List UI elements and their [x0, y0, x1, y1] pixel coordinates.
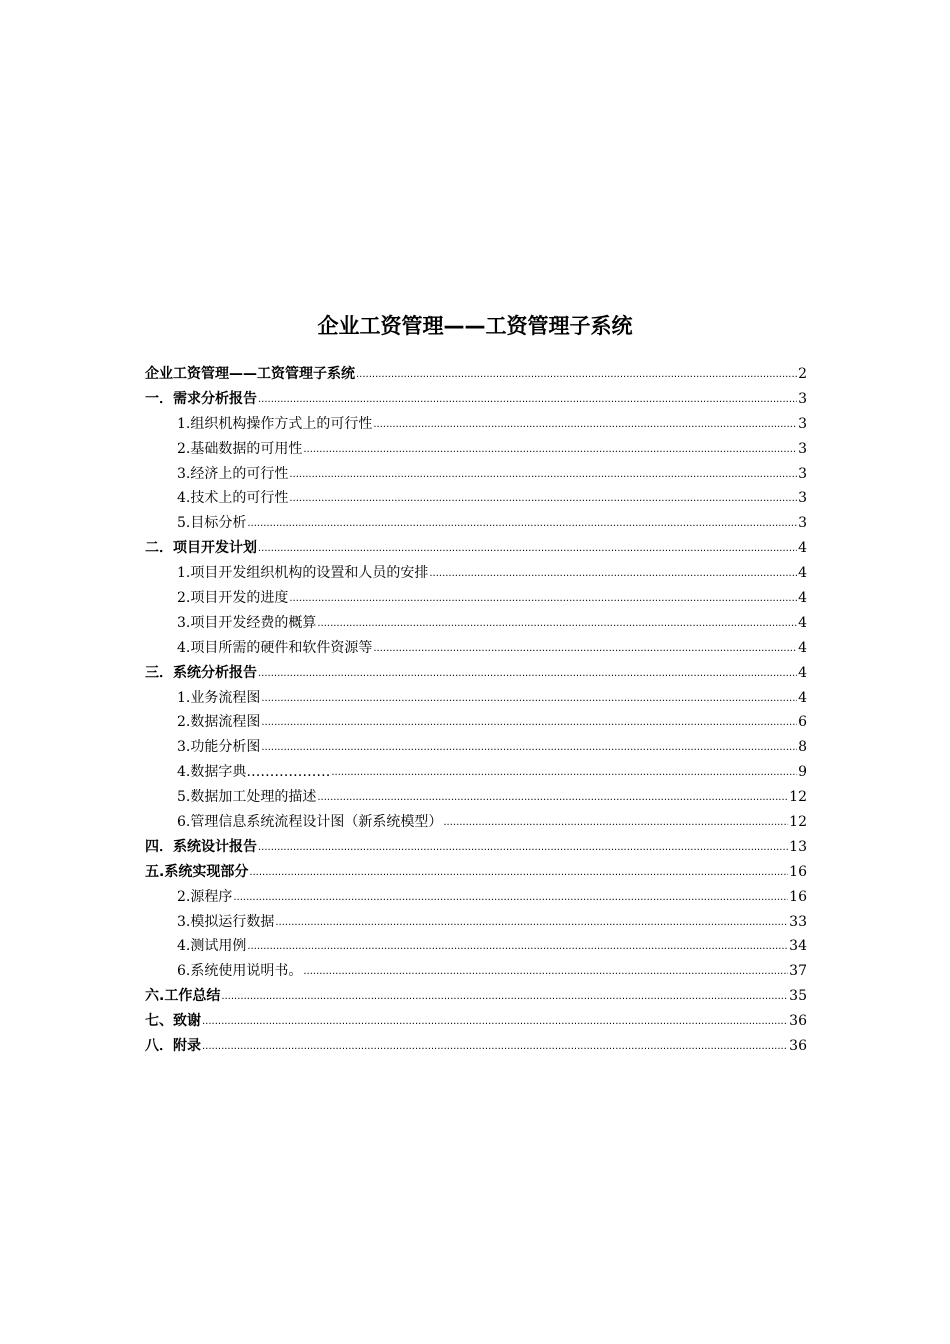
toc-entry-label: 3.模拟运行数据: [177, 913, 275, 930]
toc-entry-page-number: 4: [798, 614, 807, 631]
toc-entry-page-number: 12: [789, 814, 807, 831]
toc-entry-page-number: 3: [798, 440, 807, 457]
toc-entry-label: 1.业务流程图: [177, 689, 261, 706]
toc-entry[interactable]: [145, 934, 807, 959]
toc-entry[interactable]: [145, 536, 807, 561]
toc-entry-label: 4.数据字典………………: [177, 764, 331, 781]
toc-entry-page-number: 9: [798, 764, 807, 781]
toc-entry-label: 2.数据流程图: [177, 714, 261, 731]
toc-entry-page-number: 34: [789, 938, 807, 955]
toc-entry-label: 2.项目开发的进度: [177, 590, 289, 607]
toc-entry-label: 四．系统设计报告: [145, 838, 257, 855]
toc-dot-leader: [261, 736, 797, 761]
toc-entry-page-number: 12: [789, 789, 807, 806]
toc-entry-label: 八．附录: [145, 1038, 201, 1055]
toc-entry-page-number: 16: [789, 888, 807, 905]
toc-dot-leader: [331, 761, 797, 786]
toc-entry-label: 一．需求分析报告: [145, 390, 257, 407]
toc-entry-label: 4.项目所需的硬件和软件资源等: [177, 639, 373, 656]
toc-entry[interactable]: [145, 735, 807, 760]
toc-entry-page-number: 4: [798, 565, 807, 582]
toc-entry[interactable]: [145, 1009, 807, 1034]
toc-entry-page-number: 4: [798, 540, 807, 557]
toc-entry[interactable]: [145, 511, 807, 536]
toc-entry-label: 2.基础数据的可用性: [177, 440, 303, 457]
toc-dot-leader: [258, 388, 797, 413]
toc-dot-leader: [289, 587, 797, 612]
toc-entry-page-number: 36: [789, 1013, 807, 1030]
toc-entry[interactable]: [145, 462, 807, 487]
toc-entry-label: 二．项目开发计划: [145, 540, 257, 557]
toc-entry-label: 4.测试用例: [177, 938, 247, 955]
toc-entry[interactable]: [145, 760, 807, 785]
toc-entry-label: 6.系统使用说明书。: [177, 963, 303, 980]
toc-entry[interactable]: [145, 636, 807, 661]
toc-entry[interactable]: [145, 486, 807, 511]
toc-entry[interactable]: [145, 412, 807, 437]
toc-entry-page-number: 3: [798, 415, 807, 432]
toc-dot-leader: [233, 886, 788, 911]
toc-entry-label: 5.数据加工处理的描述: [177, 789, 317, 806]
toc-dot-leader: [373, 637, 797, 662]
toc-dot-leader: [373, 413, 797, 438]
toc-entry-label: 2.源程序: [177, 888, 233, 905]
toc-entry-label: 5.目标分析: [177, 515, 247, 532]
table-of-contents: [145, 362, 807, 1059]
toc-entry-page-number: 37: [789, 963, 807, 980]
toc-entry[interactable]: [145, 860, 807, 885]
toc-entry[interactable]: [145, 984, 807, 1009]
toc-entry-page-number: 4: [798, 689, 807, 706]
toc-entry[interactable]: [145, 586, 807, 611]
toc-entry-page-number: 36: [789, 1038, 807, 1055]
toc-entry-label: 3.项目开发经费的概算: [177, 614, 317, 631]
toc-entry[interactable]: [145, 686, 807, 711]
toc-dot-leader: [202, 1010, 788, 1035]
toc-entry[interactable]: [145, 810, 807, 835]
toc-entry-page-number: 35: [789, 988, 807, 1005]
toc-dot-leader: [429, 562, 797, 587]
toc-entry-page-number: 6: [798, 714, 807, 731]
toc-entry[interactable]: [145, 387, 807, 412]
toc-entry-page-number: 16: [789, 863, 807, 880]
toc-dot-leader: [317, 612, 797, 637]
toc-dot-leader: [261, 711, 797, 736]
toc-entry[interactable]: [145, 910, 807, 935]
toc-entry-label: 企业工资管理——工资管理子系统: [145, 366, 355, 382]
toc-entry[interactable]: [145, 835, 807, 860]
toc-dot-leader: [317, 786, 788, 811]
toc-entry-page-number: 4: [798, 590, 807, 607]
toc-entry-label: 六.工作总结: [145, 988, 221, 1005]
toc-entry-label: 4.技术上的可行性: [177, 490, 289, 507]
toc-entry-page-number: 4: [798, 639, 807, 656]
toc-entry-label: 3.经济上的可行性: [177, 465, 289, 482]
toc-dot-leader: [247, 512, 797, 537]
toc-dot-leader: [289, 463, 797, 488]
toc-dot-leader: [303, 438, 797, 463]
toc-dot-leader: [289, 487, 797, 512]
toc-entry-page-number: 33: [789, 913, 807, 930]
toc-entry[interactable]: [145, 885, 807, 910]
toc-entry[interactable]: [145, 1034, 807, 1059]
toc-dot-leader: [247, 935, 788, 960]
toc-dot-leader: [258, 537, 797, 562]
toc-dot-leader: [303, 960, 788, 985]
toc-entry[interactable]: [145, 710, 807, 735]
toc-dot-leader: [261, 687, 797, 712]
toc-dot-leader: [356, 363, 797, 388]
toc-entry[interactable]: [145, 561, 807, 586]
toc-entry-page-number: 8: [798, 739, 807, 756]
toc-entry-page-number: 3: [798, 465, 807, 482]
toc-entry-label: 1.项目开发组织机构的设置和人员的安排: [177, 565, 429, 582]
toc-entry-page-number: 2: [798, 366, 807, 382]
toc-entry-page-number: 3: [798, 515, 807, 532]
toc-dot-leader: [443, 811, 788, 836]
toc-entry[interactable]: [145, 611, 807, 636]
toc-dot-leader: [258, 662, 797, 687]
toc-dot-leader: [258, 836, 788, 861]
toc-entry-label: 3.功能分析图: [177, 739, 261, 756]
toc-entry[interactable]: [145, 437, 807, 462]
toc-entry-label: 三．系统分析报告: [145, 664, 257, 681]
toc-entry[interactable]: [145, 959, 807, 984]
toc-entry-label: 七、致谢: [145, 1013, 201, 1030]
toc-entry-label: 6.管理信息系统流程设计图（新系统模型）: [177, 814, 443, 831]
toc-dot-leader: [249, 861, 788, 886]
page-title: 企业工资管理——工资管理子系统: [317, 314, 633, 338]
toc-entry-page-number: 3: [798, 490, 807, 507]
toc-entry-page-number: 3: [798, 390, 807, 407]
toc-entry-page-number: 13: [789, 838, 807, 855]
toc-dot-leader: [221, 985, 788, 1010]
toc-dot-leader: [202, 1035, 788, 1060]
toc-entry[interactable]: [145, 362, 807, 387]
toc-entry[interactable]: [145, 785, 807, 810]
toc-entry-page-number: 4: [798, 664, 807, 681]
toc-entry-label: 五.系统实现部分: [145, 863, 249, 880]
toc-entry-label: 1.组织机构操作方式上的可行性: [177, 415, 373, 432]
toc-entry[interactable]: [145, 661, 807, 686]
toc-dot-leader: [275, 911, 788, 936]
